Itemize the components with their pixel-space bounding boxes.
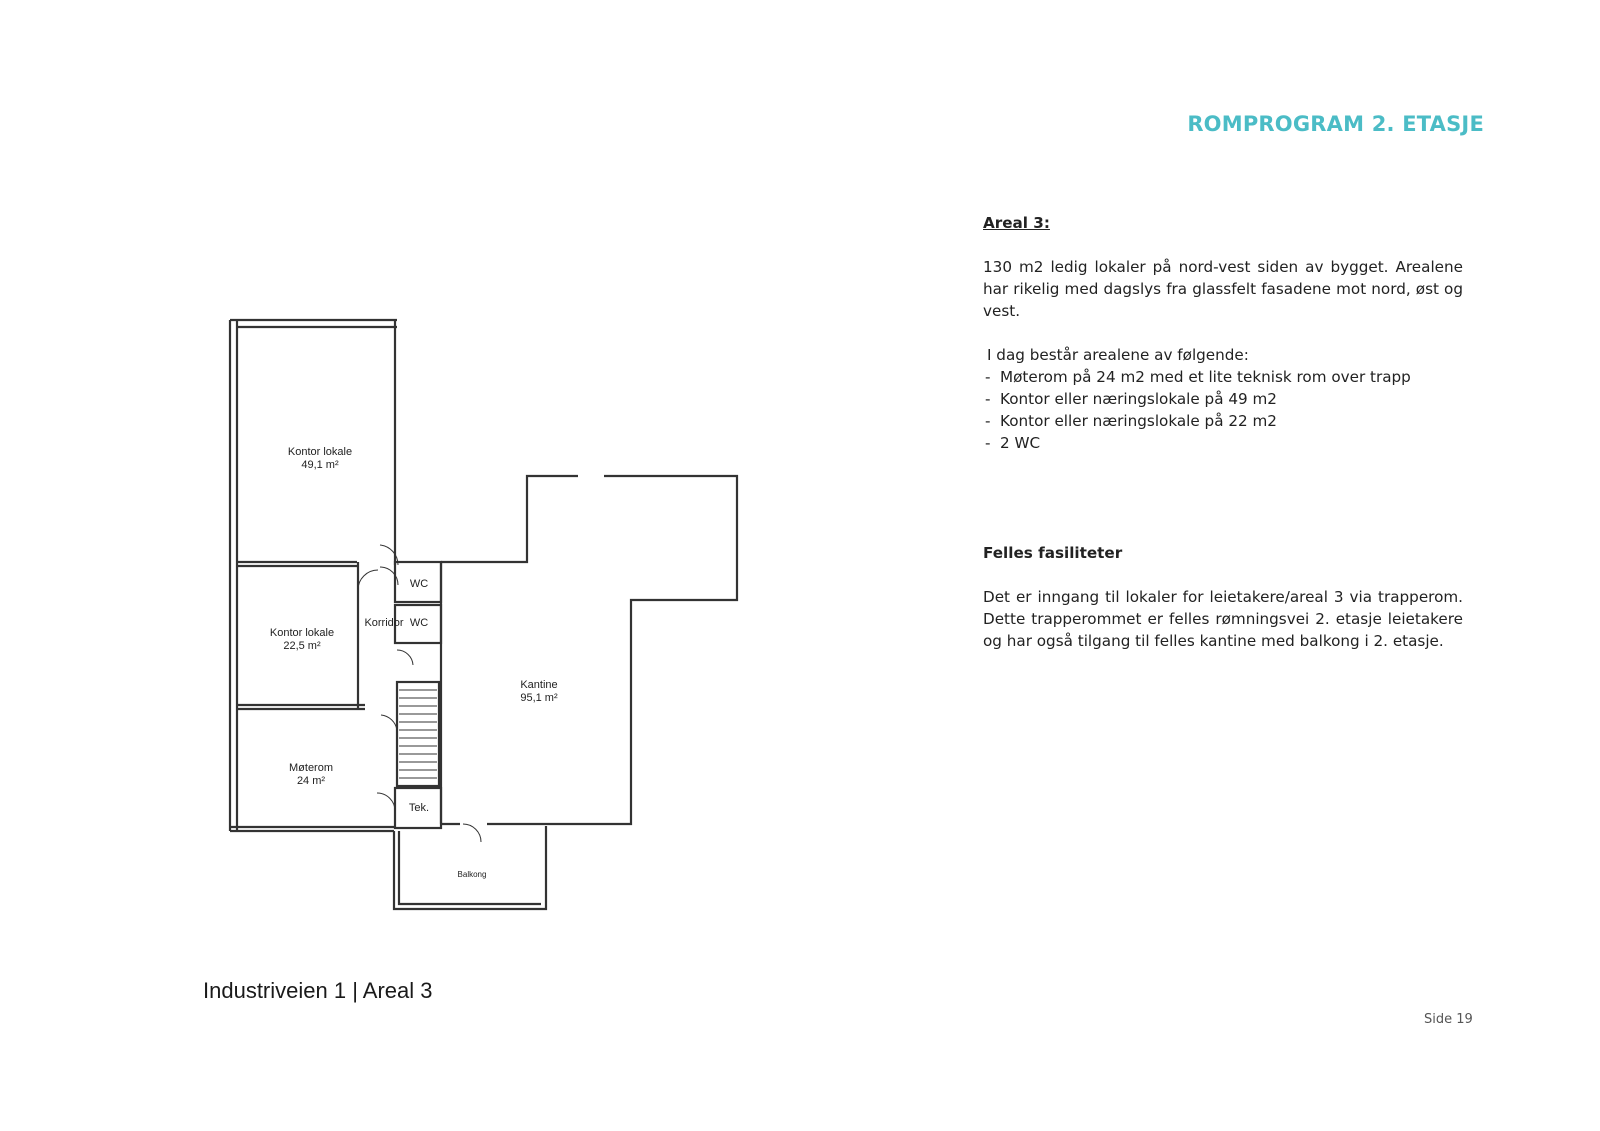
- list-item: - 2 WC: [983, 432, 1463, 454]
- area-heading: Areal 3:: [983, 214, 1050, 232]
- area-list: [983, 366, 1463, 454]
- room-name-meeting: Møterom: [289, 762, 333, 774]
- list-item: - Møterom på 24 m2 med et lite teknisk rom over trapp: [983, 366, 1463, 388]
- room-area-office-1: 49,1 m²: [301, 459, 339, 471]
- area-paragraph: 130 m2 ledig lokaler på nord-vest siden av bygget. Arealene har rikelig med dagslys fra glassfelt fasadene mot nord, øst og vest.: [983, 258, 1463, 320]
- list-item: - Kontor eller næringslokale på 49 m2: [983, 388, 1463, 410]
- facilities-paragraph: Det er inngang til lokaler for leietakere/areal 3 via trapperom. Dette trapperommet er felles rømningsvei 2. etasje leietakere og har også tilgang til felles kantine med balkong i 2. etasje.: [983, 588, 1463, 650]
- floor-plan: [0, 0, 760, 930]
- stair-steps: [399, 690, 437, 778]
- room-name-office-2: Kontor lokale: [269, 627, 335, 639]
- room-area-meeting: 24 m²: [296, 775, 326, 787]
- label-corridor: Korridor: [364, 617, 404, 629]
- text-column: [983, 212, 1463, 652]
- room-name-canteen: Kantine: [520, 679, 558, 691]
- label-wc-top: WC: [409, 578, 429, 590]
- room-area-canteen: 95,1 m²: [520, 692, 558, 704]
- label-balcony: Balkong: [457, 870, 487, 879]
- label-tech: Tek.: [408, 802, 430, 814]
- page-number: Side 19: [1424, 1012, 1473, 1027]
- label-wc-bottom: WC: [409, 617, 429, 629]
- list-item: - Kontor eller næringslokale på 22 m2: [983, 410, 1463, 432]
- facilities-heading: Felles fasiliteter: [983, 544, 1123, 562]
- area-intro: I dag består arealene av følgende:: [987, 346, 1249, 364]
- page-title: ROMPROGRAM 2. ETASJE: [1187, 112, 1484, 136]
- room-area-office-2: 22,5 m²: [283, 640, 321, 652]
- floor-plan-caption: Industriveien 1 | Areal 3: [203, 978, 433, 1003]
- room-name-office-1: Kontor lokale: [287, 446, 353, 458]
- floor-plan-walls: [230, 320, 737, 909]
